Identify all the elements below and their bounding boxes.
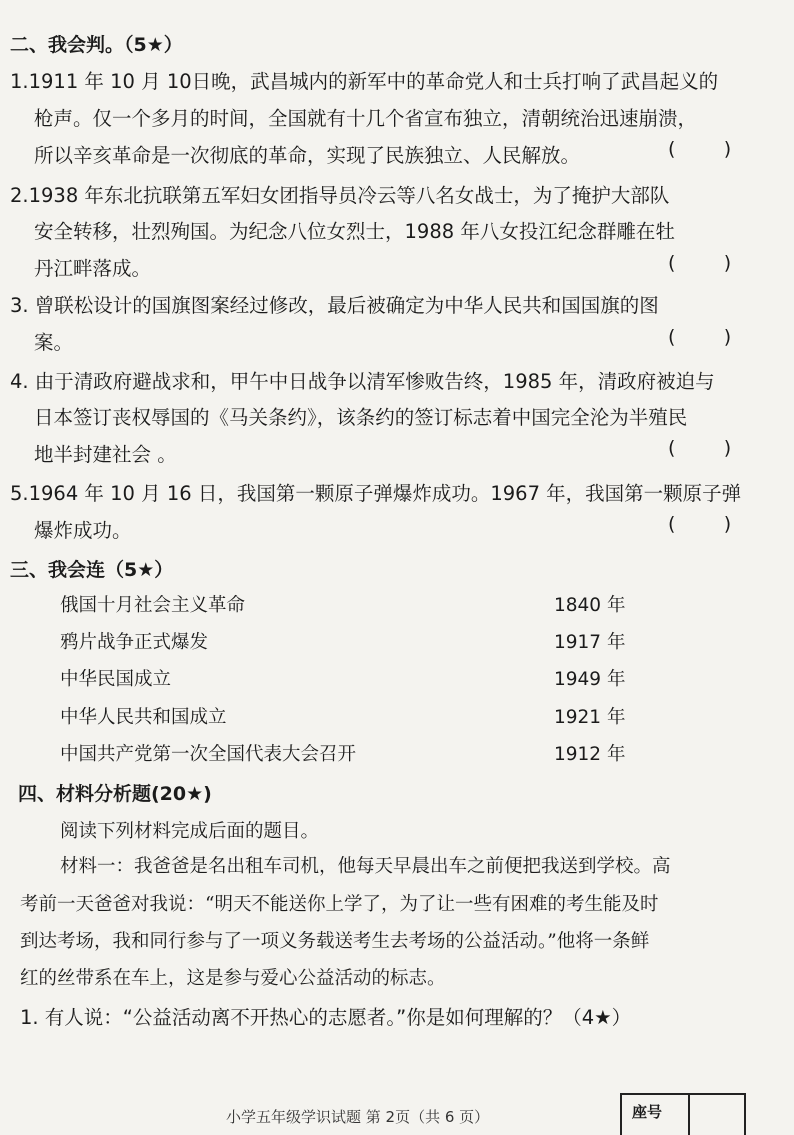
answer-paren-1[interactable]: ( ) <box>668 138 732 160</box>
match-left-item-5[interactable]: 中国共产党第一次全国代表大会召开 <box>60 744 357 765</box>
question-4-line-2: 日本签订丧权辱国的《马关条约》，该条约的签订标志着中国完全沦为半殖民 <box>34 406 688 429</box>
match-right-item-1[interactable]: 1840 年 <box>554 595 626 616</box>
match-left-item-2[interactable]: 鸦片战争正式爆发 <box>60 632 209 653</box>
question-4-line-1: 4. 由于清政府避战求和，甲午中日战争以清军惨败告终，1985 年，清政府被迫与 <box>10 370 715 393</box>
question-5-line-1: 5.1964 年 10 月 16 日，我国第一颗原子弹爆炸成功。1967 年，我国第一颗原子弹 <box>10 482 742 505</box>
section4-question-1: 1. 有人说：“公益活动离不开热心的志愿者。”你是如何理解的？（4★） <box>20 1006 632 1029</box>
question-2-line-3: 丹江畔落成。 <box>34 257 152 280</box>
material-line-1: 材料一：我爸爸是名出租车司机，他每天早晨出车之前便把我送到学校。高 <box>60 856 671 877</box>
answer-paren-3[interactable]: ( ) <box>668 326 732 348</box>
answer-paren-2[interactable]: ( ) <box>668 252 732 274</box>
material-line-4: 红的丝带系在车上，这是参与爱心公益活动的标志。 <box>20 968 446 989</box>
section4-intro: 阅读下列材料完成后面的题目。 <box>60 821 320 842</box>
answer-paren-4[interactable]: ( ) <box>668 437 732 459</box>
question-2-line-1: 2.1938 年东北抗联第五军妇女团指导员冷云等八名女战士，为了掩护大部队 <box>10 184 670 207</box>
seat-number-box <box>620 1093 746 1135</box>
question-3-line-2: 案。 <box>34 331 74 354</box>
question-4-line-3: 地半封建社会 。 <box>34 443 177 466</box>
match-left-item-4[interactable]: 中华人民共和国成立 <box>60 707 227 728</box>
match-right-item-2[interactable]: 1917 年 <box>554 632 626 653</box>
match-right-item-5[interactable]: 1912 年 <box>554 744 626 765</box>
section3-title: 三、我会连（5★） <box>10 559 174 581</box>
question-2-line-2: 安全转移，壮烈殉国。为纪念八位女烈士，1988 年八女投江纪念群雕在牡 <box>34 220 675 243</box>
section4-title: 四、材料分析题(20★) <box>18 783 212 805</box>
material-line-3: 到达考场，我和同行参与了一项义务载送考生去考场的公益活动。”他将一条鲜 <box>20 931 650 952</box>
match-right-item-3[interactable]: 1949 年 <box>554 669 626 690</box>
answer-paren-5[interactable]: ( ) <box>668 513 732 535</box>
seat-number-label: 座号 <box>632 1103 663 1121</box>
match-left-item-3[interactable]: 中华民国成立 <box>60 669 172 690</box>
match-left-item-1[interactable]: 俄国十月社会主义革命 <box>60 595 246 616</box>
section2-title: 二、我会判。（5★） <box>10 34 183 56</box>
question-1-line-1: 1.1911 年 10 月 10日晚，武昌城内的新军中的革命党人和士兵打响了武昌起义的 <box>10 70 719 93</box>
material-line-2: 考前一天爸爸对我说：“明天不能送你上学了，为了让一些有困难的考生能及时 <box>20 894 659 915</box>
question-1-line-2: 枪声。仅一个多月的时间，全国就有十几个省宣布独立，清朝统治迅速崩溃， <box>34 107 698 130</box>
seat-box-divider <box>688 1095 690 1135</box>
question-5-line-2: 爆炸成功。 <box>34 519 132 542</box>
match-right-item-4[interactable]: 1921 年 <box>554 707 626 728</box>
question-1-line-3: 所以辛亥革命是一次彻底的革命，实现了民族独立、人民解放。 <box>34 144 581 167</box>
question-3-line-1: 3. 曾联松设计的国旗图案经过修改，最后被确定为中华人民共和国国旗的图 <box>10 294 659 317</box>
page-footer: 小学五年级学识试题 第 2页（共 6 页） <box>226 1108 490 1126</box>
